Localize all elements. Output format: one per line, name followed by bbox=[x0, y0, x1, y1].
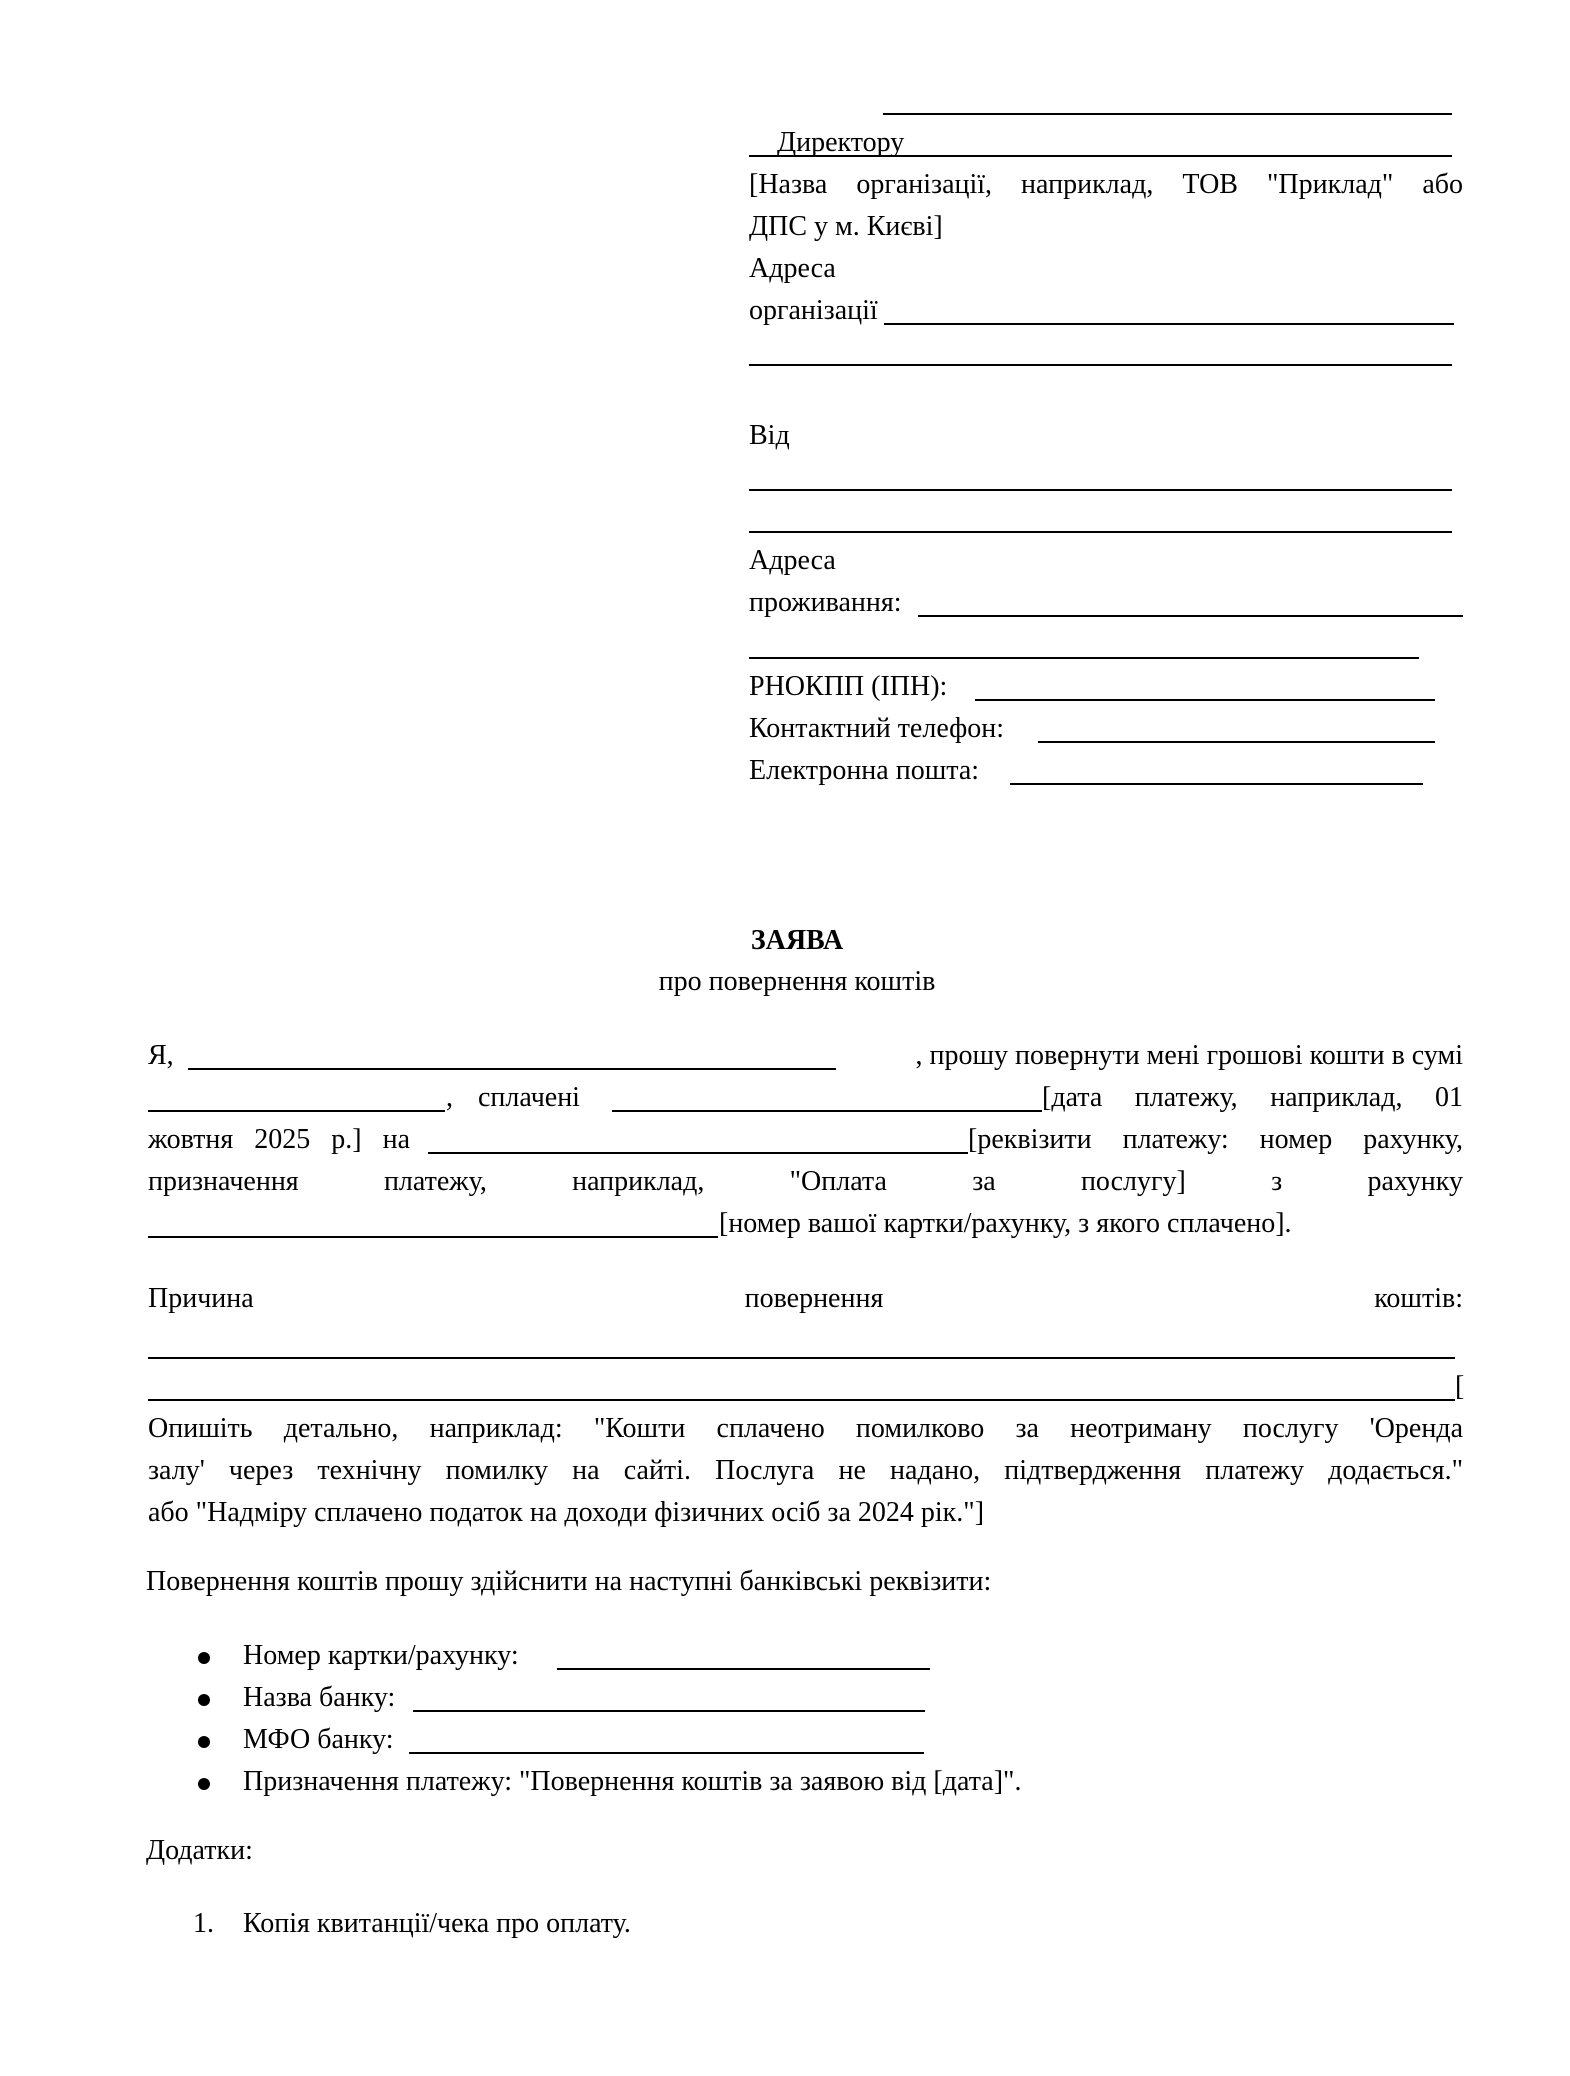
request-line-1-start: Я, bbox=[148, 1040, 174, 1071]
email-label: Електронна пошта: bbox=[749, 755, 980, 786]
bullet-icon bbox=[198, 1778, 210, 1790]
tax-id-label: РНОКПП (ІПН): bbox=[749, 671, 948, 702]
director-blank[interactable] bbox=[883, 113, 1452, 115]
payment-date-hint: [дата платежу, наприклад, 01 bbox=[1042, 1082, 1463, 1113]
residence-blank[interactable] bbox=[918, 615, 1463, 617]
from-blank-2[interactable] bbox=[749, 531, 1452, 533]
org-address-label-2: організації bbox=[749, 295, 878, 326]
document-title: ЗАЯВА bbox=[750, 925, 844, 956]
org-name-hint-2: ДПС у м. Києві] bbox=[749, 211, 943, 242]
payment-date-blank[interactable] bbox=[612, 1110, 1042, 1112]
attachments-label: Додатки: bbox=[146, 1835, 253, 1866]
from-label: Від bbox=[749, 420, 790, 451]
org-address-blank[interactable] bbox=[884, 323, 1454, 325]
reason-blank-1[interactable] bbox=[148, 1357, 1455, 1359]
request-comma: , bbox=[446, 1082, 453, 1113]
bullet-icon bbox=[198, 1736, 210, 1748]
tax-id-blank[interactable] bbox=[975, 699, 1435, 701]
bullet-icon bbox=[198, 1652, 210, 1664]
director-blank-2[interactable] bbox=[749, 155, 1452, 157]
reason-hint-3: або "Надміру сплачено податок на доходи фізичних осіб за 2024 рік."] bbox=[148, 1497, 985, 1528]
attachment-item: Копія квитанції/чека про оплату. bbox=[243, 1908, 631, 1939]
source-account-blank[interactable] bbox=[148, 1236, 718, 1238]
director-label: Директору bbox=[777, 127, 905, 158]
phone-blank[interactable] bbox=[1038, 741, 1435, 743]
source-account-hint: [номер вашої картки/рахунку, з якого сплачено]. bbox=[719, 1208, 1292, 1239]
bullet-icon bbox=[198, 1694, 210, 1706]
request-paid-label: сплачені bbox=[478, 1082, 580, 1113]
reason-bracket: [ bbox=[1455, 1371, 1465, 1402]
residence-label: Адреса bbox=[749, 545, 836, 576]
bank-name-blank[interactable] bbox=[413, 1710, 925, 1712]
mfo-blank[interactable] bbox=[409, 1752, 924, 1754]
attachment-number: 1. bbox=[193, 1908, 214, 1939]
phone-label: Контактний телефон: bbox=[749, 713, 1005, 744]
bank-item-bank-name-label: Назва банку: bbox=[243, 1682, 396, 1713]
bank-item-mfo-label: МФО банку: bbox=[243, 1724, 394, 1755]
bank-intro: Повернення коштів прошу здійснити на наступні банківські реквізити: bbox=[146, 1566, 992, 1597]
amount-blank[interactable] bbox=[148, 1110, 445, 1112]
residence-blank-2[interactable] bbox=[749, 657, 1419, 659]
payment-date-hint-2: жовтня 2025 р.] на bbox=[148, 1124, 410, 1155]
reason-label: Причина повернення коштів: bbox=[148, 1283, 1463, 1314]
full-name-blank[interactable] bbox=[188, 1068, 836, 1070]
payment-details-blank[interactable] bbox=[428, 1152, 968, 1154]
payment-purpose-hint: призначення платежу, наприклад, "Оплата за послугу] з рахунку bbox=[148, 1166, 1463, 1197]
org-address-label: Адреса bbox=[749, 253, 836, 284]
reason-hint-1: Опишіть детально, наприклад: "Кошти сплачено помилково за неотриману послугу 'Оренда bbox=[148, 1413, 1463, 1444]
bank-item-card-label: Номер картки/рахунку: bbox=[243, 1640, 526, 1671]
document-subtitle: про повернення коштів bbox=[658, 966, 936, 997]
request-line-1-end: , прошу повернути мені грошові кошти в сумі bbox=[915, 1040, 1463, 1071]
payment-details-hint: [реквізити платежу: номер рахунку, bbox=[968, 1124, 1463, 1155]
director-line bbox=[749, 80, 905, 158]
reason-blank-2[interactable] bbox=[148, 1399, 1455, 1401]
email-blank[interactable] bbox=[1010, 783, 1423, 785]
card-number-blank[interactable] bbox=[557, 1668, 930, 1670]
residence-label-2: проживання: bbox=[749, 587, 902, 618]
org-name-hint: [Назва організації, наприклад, ТОВ "Приклад" або bbox=[749, 169, 1463, 200]
org-address-blank-2[interactable] bbox=[749, 364, 1452, 366]
bank-item-purpose: Призначення платежу: "Повернення коштів за заявою від [дата]". bbox=[243, 1766, 1022, 1797]
from-blank[interactable] bbox=[749, 489, 1452, 491]
reason-hint-2: залу' через технічну помилку на сайті. Послуга не надано, підтвердження платежу додається." bbox=[148, 1455, 1463, 1486]
